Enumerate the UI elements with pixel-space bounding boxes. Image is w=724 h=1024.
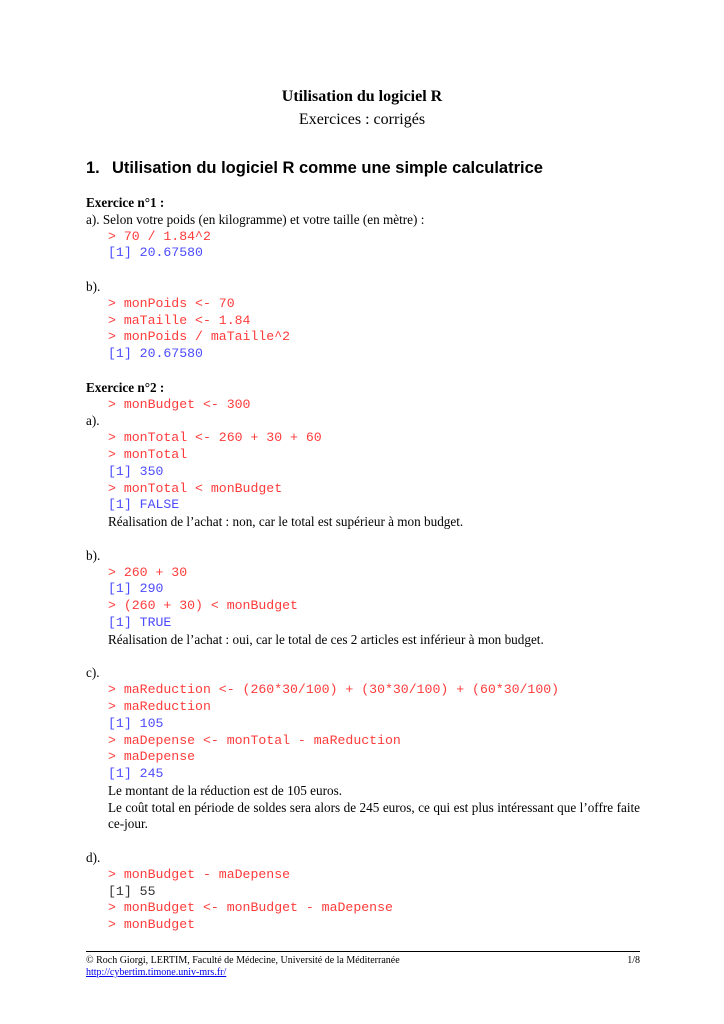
r-command: > maReduction <- (260*30/100) + (30*30/100) + (60*30/100) <box>108 682 560 698</box>
ex2-b-label: b). <box>86 547 101 563</box>
ex1-a-text: Selon votre poids (en kilogramme) et votre taille (en mètre) : <box>102 211 425 227</box>
r-output: [1] 350 <box>108 463 164 479</box>
r-output: [1] 105 <box>108 715 164 731</box>
r-command: > monPoids <- 70 <box>108 295 235 311</box>
document-subtitle: Exercices : corrigés <box>298 111 426 128</box>
r-output: [1] 245 <box>108 766 164 782</box>
page-footer <box>86 955 640 979</box>
r-command: > monBudget - maDepense <box>108 866 291 882</box>
ex2-d-label: d). <box>86 850 101 866</box>
section-heading <box>86 159 543 178</box>
exercise-1-heading: Exercice n°1 : <box>86 195 165 210</box>
document-title: Utilisation du logiciel R <box>281 88 443 105</box>
exercise-2-heading: Exercice n°2 : <box>86 379 165 395</box>
r-output: [1] TRUE <box>108 614 172 630</box>
r-command: > monBudget <- monBudget - maDepense <box>108 900 393 916</box>
document-body <box>86 195 640 934</box>
ex2-c-text-2: Le coût total en période de soldes sera alors de 245 euros, ce qui est plus intéressant que l’offre faite ce-jour. <box>108 799 640 832</box>
r-command: > monBudget <- 300 <box>108 396 251 412</box>
r-command: > 70 / 1.84^2 <box>108 228 211 244</box>
ex2-c-label: c). <box>86 665 100 681</box>
footer-credit: © Roch Giorgi, LERTIM, Faculté de Médecine, Université de la Méditerranée <box>86 955 400 966</box>
r-command: > maDepense <box>108 749 196 765</box>
page-number: 1/8 <box>627 955 640 966</box>
r-command: > maReduction <box>108 698 211 714</box>
ex2-b-conclusion: Réalisation de l’achat : oui, car le total de ces 2 articles est inférieur à mon budget. <box>108 631 544 647</box>
ex1-part-a <box>86 212 640 229</box>
ex1-b-label: b). <box>86 278 101 294</box>
r-output: [1] 20.67580 <box>108 245 203 261</box>
r-command: > (260 + 30) < monBudget <box>108 598 298 614</box>
section-number: 1. <box>86 159 100 177</box>
section-title: Utilisation du logiciel R comme une simple calculatrice <box>112 159 543 177</box>
ex2-a-conclusion: Réalisation de l’achat : non, car le total est supérieur à mon budget. <box>108 514 464 530</box>
ex2-c-text-1: Le montant de la réduction est de 105 euros. <box>108 782 343 798</box>
r-output: [1] 290 <box>108 581 164 597</box>
r-command: > monBudget <box>108 917 196 933</box>
r-command: > maTaille <- 1.84 <box>108 312 251 328</box>
r-output: [1] 20.67580 <box>108 346 203 362</box>
r-command: > maDepense <- monTotal - maReduction <box>108 732 401 748</box>
footer-link[interactable]: http://cybertim.timone.univ-mrs.fr/ <box>86 967 227 978</box>
r-command: > 260 + 30 <box>108 564 188 580</box>
r-command: > monTotal <box>108 446 188 462</box>
r-output: [1] 55 <box>108 883 156 899</box>
footer-divider <box>86 951 640 952</box>
r-command: > monPoids / maTaille^2 <box>108 329 291 345</box>
ex2-a-label: a). <box>86 413 100 429</box>
r-command: > monTotal < monBudget <box>108 480 283 496</box>
r-command: > monTotal <- 260 + 30 + 60 <box>108 430 322 446</box>
ex1-a-label: a). <box>86 211 100 227</box>
r-output: [1] FALSE <box>108 497 180 513</box>
